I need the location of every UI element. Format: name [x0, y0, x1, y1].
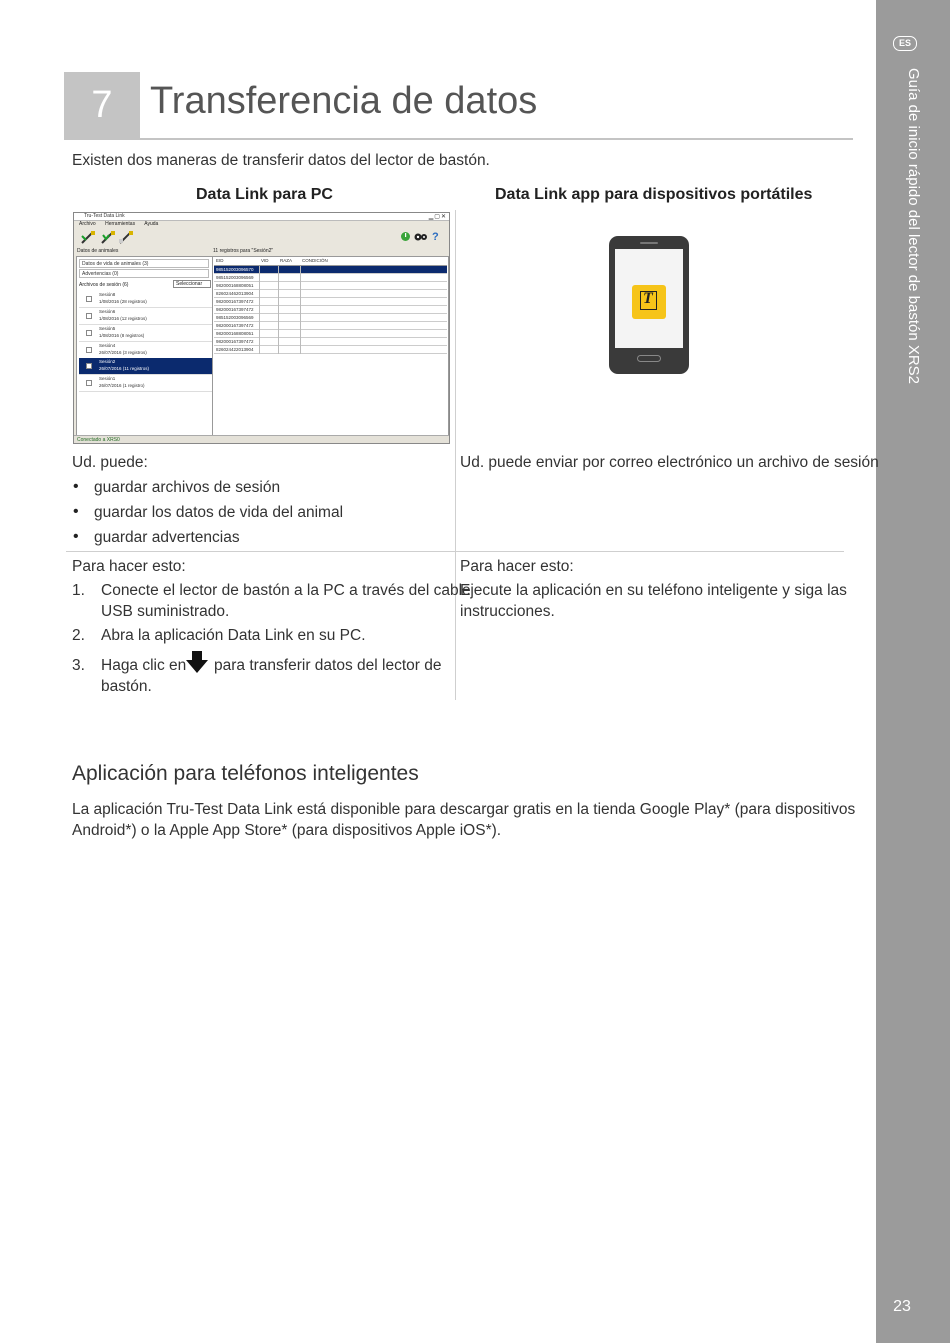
session-item-selected[interactable]: Sesión2 26/07/2016 (11 registros) — [79, 358, 213, 375]
step-text-after-icon: para transferir datos del lector de — [214, 657, 442, 674]
side-title: Guía de inicio rápido del lector de bastón XRS2 — [905, 68, 922, 385]
eid-cell: 982000167397472 — [216, 339, 254, 344]
left-pane — [76, 256, 214, 438]
bullet-icon: • — [73, 503, 79, 520]
cell-divider — [300, 330, 301, 338]
animal-life-data-row[interactable]: Datos de vida de animales (3) — [79, 259, 209, 268]
table-row[interactable] — [214, 282, 447, 290]
window-title-bar — [74, 213, 449, 221]
eid-cell: 982000167397472 — [216, 299, 254, 304]
cell-divider — [300, 306, 301, 314]
eid-cell: 982000168808051 — [216, 331, 254, 336]
cell-divider — [300, 346, 301, 354]
intro-text: Existen dos maneras de transferir datos del lector de bastón. — [72, 152, 490, 169]
menu-ayuda[interactable]: Ayuda — [144, 221, 159, 227]
records-label: 11 registros para "Sesión2" — [213, 248, 274, 254]
grid-header — [214, 258, 447, 266]
session-item[interactable]: Sesión8 1/08/2016 (28 registros) — [79, 291, 213, 308]
cell-divider — [278, 298, 279, 306]
cell-divider — [259, 306, 260, 314]
table-row[interactable] — [214, 314, 447, 322]
left-howto-label: Para hacer esto: — [72, 558, 186, 575]
eid-cell: 982000167397472 — [216, 323, 254, 328]
cell-divider — [278, 274, 279, 282]
session-checkbox[interactable] — [86, 380, 92, 386]
chapter-number: 7 — [64, 72, 140, 138]
data-link-app-icon — [632, 285, 666, 319]
section-body-cont: Android*) o la Apple App Store* (para dispositivos Apple iOS*). — [72, 822, 502, 839]
cell-divider — [278, 338, 279, 346]
phone-screen — [615, 249, 683, 348]
step-text: Abra la aplicación Data Link en su PC. — [101, 627, 366, 644]
right-step-text: Ejecute la aplicación en su teléfono inteligente y siga las — [460, 582, 847, 599]
bullet-item: guardar advertencias — [94, 529, 240, 546]
eid-cell: 826024422013904 — [216, 347, 254, 352]
session-item[interactable]: Sesión6 1/08/2016 (12 registros) — [79, 308, 213, 325]
table-row[interactable] — [214, 266, 447, 274]
cell-divider — [300, 314, 301, 322]
wand-download-icon[interactable] — [100, 230, 116, 244]
grid-header-eid[interactable]: EID — [216, 258, 224, 263]
section-title: Aplicación para teléfonos inteligentes — [72, 762, 419, 785]
step-number: 1. — [72, 582, 85, 599]
menu-archivo[interactable]: Archivo — [79, 221, 96, 227]
session-item[interactable]: Sesión5 1/08/2016 (8 registros) — [79, 325, 213, 342]
bullet-item: guardar los datos de vida del animal — [94, 504, 344, 521]
bullet-icon: • — [73, 528, 79, 545]
cell-divider — [259, 298, 260, 306]
table-row[interactable] — [214, 298, 447, 306]
session-files-label: Archivos de sesión (6) — [79, 282, 129, 288]
session-checkbox[interactable] — [86, 347, 92, 353]
eid-cell: 985152003096569 — [216, 315, 254, 320]
cell-divider — [259, 330, 260, 338]
step-text-cont: USB suministrado. — [101, 603, 230, 620]
cell-divider — [259, 282, 260, 290]
table-row[interactable] — [214, 322, 447, 330]
cell-divider — [259, 274, 260, 282]
status-bar: Conectado a XRS0 — [74, 435, 449, 443]
session-checkbox[interactable] — [86, 313, 92, 319]
cell-divider — [278, 330, 279, 338]
table-row[interactable] — [214, 290, 447, 298]
help-icon[interactable]: ? — [432, 231, 439, 243]
table-row[interactable] — [214, 274, 447, 282]
cell-divider — [259, 322, 260, 330]
eid-cell: 985152003096570 — [216, 267, 254, 272]
grid-header-vid[interactable]: VID — [261, 258, 269, 263]
bullet-item: guardar archivos de sesión — [94, 479, 281, 496]
records-grid — [212, 256, 449, 438]
language-badge: ES — [893, 36, 917, 51]
warnings-row[interactable]: Advertencias (0) — [79, 269, 209, 278]
session-checkbox[interactable] — [86, 363, 92, 369]
eid-cell: 982000167397472 — [216, 307, 254, 312]
cell-divider — [278, 322, 279, 330]
page-number: 23 — [893, 1298, 911, 1315]
step-number: 2. — [72, 627, 85, 644]
table-row[interactable] — [214, 338, 447, 346]
cell-divider — [300, 298, 301, 306]
cell-divider — [259, 338, 260, 346]
cell-divider — [278, 282, 279, 290]
cell-divider — [278, 266, 279, 274]
download-arrow-icon — [185, 650, 209, 674]
session-item[interactable]: Sesión1 26/07/2016 (1 registro) — [79, 375, 213, 392]
grid-header-condition[interactable]: CONDICIÓN — [302, 258, 328, 263]
title-divider — [64, 138, 853, 140]
wand-upload-icon[interactable] — [118, 230, 134, 244]
select-dropdown[interactable]: Seleccionar — [173, 280, 211, 288]
cell-divider — [300, 274, 301, 282]
eid-cell: 982000168808051 — [216, 283, 254, 288]
right-howto-label: Para hacer esto: — [460, 558, 574, 575]
step-text: Haga clic en — [101, 657, 187, 674]
window-title: Tru-Test Data Link — [84, 213, 125, 219]
cell-divider — [300, 282, 301, 290]
eid-cell: 826024462013904 — [216, 291, 254, 296]
right-can-text: Ud. puede enviar por correo electrónico un archivo de sesión — [460, 454, 879, 471]
cell-divider — [278, 290, 279, 298]
session-checkbox[interactable] — [86, 296, 92, 302]
cell-divider — [259, 266, 260, 274]
cell-divider — [259, 314, 260, 322]
step-text-cont: bastón. — [101, 678, 152, 695]
bullet-icon: • — [73, 478, 79, 495]
cell-divider — [278, 306, 279, 314]
table-row[interactable] — [214, 346, 447, 354]
menu-bar — [79, 221, 166, 227]
cell-divider — [259, 346, 260, 354]
step-number: 3. — [72, 657, 85, 674]
session-checkbox[interactable] — [86, 330, 92, 336]
cell-divider — [278, 346, 279, 354]
eid-cell: 985152003096569 — [216, 275, 254, 280]
menu-herramientas[interactable]: Herramientas — [105, 221, 136, 227]
session-item[interactable]: Sesión4 26/07/2016 (3 registros) — [79, 342, 213, 359]
column-divider — [455, 210, 456, 700]
step-text: Conecte el lector de bastón a la PC a través del cable — [101, 582, 471, 599]
table-row[interactable] — [214, 306, 447, 314]
cell-divider — [300, 290, 301, 298]
settings-icon[interactable] — [414, 231, 428, 243]
data-link-pc-screenshot — [73, 212, 450, 444]
section-body: La aplicación Tru-Test Data Link está disponible para descargar gratis en la tienda Google Play* (para dispositivos — [72, 801, 856, 818]
table-row[interactable] — [214, 330, 447, 338]
grid-header-breed[interactable]: RAZA — [280, 258, 293, 263]
app-icon-letter: T — [643, 290, 653, 307]
cell-divider — [300, 338, 301, 346]
cell-divider — [278, 314, 279, 322]
phone-speaker — [640, 242, 658, 244]
cell-divider — [300, 266, 301, 274]
smartphone-image — [609, 236, 689, 374]
cell-divider — [300, 322, 301, 330]
wand-reader-icon[interactable] — [80, 230, 96, 244]
cell-divider — [259, 290, 260, 298]
left-can-label: Ud. puede: — [72, 454, 148, 471]
row-divider — [66, 551, 844, 552]
left-column-heading: Data Link para PC — [196, 186, 333, 203]
right-column-heading: Data Link app para dispositivos portátiles — [495, 186, 813, 203]
phone-home-button — [637, 355, 661, 362]
chapter-title: Transferencia de datos — [150, 80, 538, 122]
animals-panel-label: Datos de animales — [77, 248, 119, 254]
right-step-text-cont: instrucciones. — [460, 603, 555, 620]
power-icon[interactable] — [400, 231, 411, 242]
window-controls-icon: ▁▢✕ — [428, 214, 447, 220]
